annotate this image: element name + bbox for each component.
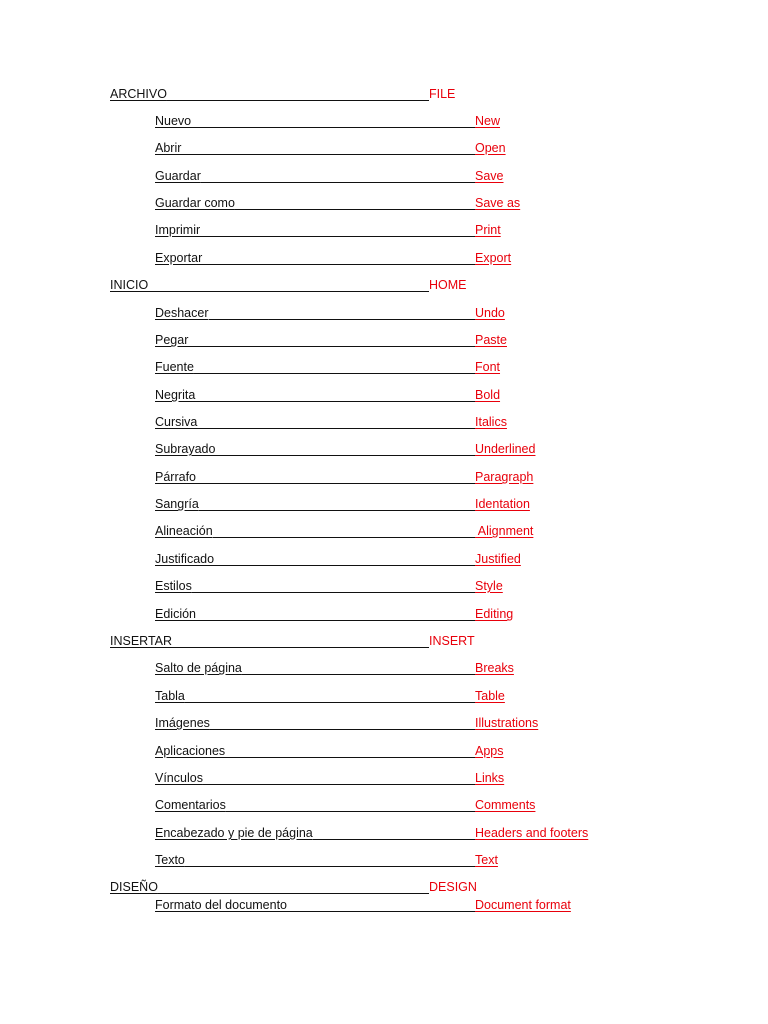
term-row-justified (155, 551, 600, 567)
section-title-en: DESIGN (429, 880, 477, 894)
term-es: Imprimir (155, 223, 201, 237)
term-row-alignment (155, 523, 600, 539)
leader-line (203, 784, 475, 785)
leader-line (181, 154, 475, 155)
term-es: Formato del documento (155, 898, 288, 912)
term-row-illustrations (155, 715, 600, 731)
term-es: Comentarios (155, 798, 226, 812)
section-row-file (110, 86, 600, 102)
leader-line (158, 893, 429, 894)
term-row-style (155, 578, 600, 594)
term-es: Pegar (155, 333, 189, 347)
term-en: Save (475, 169, 504, 183)
leader-line (225, 757, 475, 758)
term-en: Comments (475, 798, 536, 812)
term-row-table (155, 688, 600, 704)
term-es: Imágenes (155, 716, 210, 730)
term-en: Paragraph (475, 470, 534, 484)
leader-line (191, 127, 475, 128)
leader-line (148, 291, 429, 292)
term-row-apps (155, 743, 600, 759)
term-row-paragraph (155, 469, 600, 485)
term-es: Guardar (155, 169, 201, 183)
term-en: Underlined (475, 442, 536, 456)
term-es: Sangría (155, 497, 199, 511)
term-es: Tabla (155, 689, 185, 703)
leader-line (172, 647, 429, 648)
term-row-undo (155, 305, 600, 321)
term-en: Save as (475, 196, 521, 210)
leader-line (199, 510, 475, 511)
leader-line (214, 565, 475, 566)
term-es: Párrafo (155, 470, 196, 484)
term-es: Negrita (155, 388, 196, 402)
section-row-home (110, 277, 600, 293)
leader-line (196, 620, 475, 621)
term-en: Identation (475, 497, 530, 511)
term-es: Edición (155, 607, 196, 621)
term-row-save-as (155, 195, 600, 211)
leader-line (195, 401, 475, 402)
term-row-paste (155, 332, 600, 348)
term-es: Justificado (155, 552, 215, 566)
term-es: Nuevo (155, 114, 192, 128)
term-es: Salto de página (155, 661, 242, 675)
term-row-bold (155, 387, 600, 403)
term-row-export (155, 250, 600, 266)
leader-line (242, 674, 475, 675)
term-row-save (155, 168, 600, 184)
term-row-open (155, 140, 600, 156)
leader-line (197, 428, 475, 429)
term-es: Vínculos (155, 771, 203, 785)
section-row-design (110, 879, 600, 895)
term-row-text (155, 852, 600, 868)
term-en: Justified (475, 552, 521, 566)
term-en: Font (475, 360, 501, 374)
term-es: Exportar (155, 251, 203, 265)
leader-line (209, 319, 475, 320)
term-es: Alineación (155, 524, 213, 538)
leader-line (202, 264, 475, 265)
term-en: Headers and footers (475, 826, 589, 840)
section-row-insert (110, 633, 600, 649)
term-es: Guardar como (155, 196, 235, 210)
term-en: Paste (475, 333, 507, 347)
leader-line (167, 100, 429, 101)
term-es: Texto (155, 853, 185, 867)
leader-line (200, 236, 475, 237)
term-es: Aplicaciones (155, 744, 226, 758)
leader-line (215, 455, 475, 456)
term-en: Text (475, 853, 498, 867)
term-row-underlined (155, 441, 600, 457)
term-en: New (475, 114, 501, 128)
section-title-en: INSERT (429, 634, 475, 648)
leader-line (194, 373, 475, 374)
term-en: Apps (475, 744, 504, 758)
term-row-comments (155, 797, 600, 813)
term-es: Deshacer (155, 306, 209, 320)
term-es: Estilos (155, 579, 192, 593)
term-en: Illustrations (475, 716, 539, 730)
term-en: Document format (475, 898, 571, 912)
term-es: Cursiva (155, 415, 198, 429)
term-en: Print (475, 223, 501, 237)
term-es: Subrayado (155, 442, 216, 456)
term-en: Links (475, 771, 505, 785)
term-en: Italics (475, 415, 507, 429)
leader-line (235, 209, 475, 210)
leader-line (196, 483, 475, 484)
leader-line (287, 911, 475, 912)
term-en: Open (475, 141, 506, 155)
term-es: Fuente (155, 360, 194, 374)
term-row-font (155, 359, 600, 375)
term-row-document-format (155, 897, 600, 913)
term-en: Export (475, 251, 512, 265)
leader-line (213, 537, 475, 538)
term-en: Table (475, 689, 505, 703)
term-row-links (155, 770, 600, 786)
term-es: Abrir (155, 141, 182, 155)
leader-line (313, 839, 475, 840)
leader-line (226, 811, 475, 812)
term-es: Encabezado y pie de página (155, 826, 313, 840)
section-title-es: INSERTAR (110, 634, 173, 648)
section-title-es: INICIO (110, 278, 149, 292)
term-en: Undo (475, 306, 505, 320)
leader-line (201, 182, 475, 183)
term-en: Bold (475, 388, 501, 402)
term-en: Alignment (475, 524, 534, 538)
term-en: Breaks (475, 661, 514, 675)
term-row-editing (155, 606, 600, 622)
leader-line (188, 346, 475, 347)
term-row-identation (155, 496, 600, 512)
section-title-es: ARCHIVO (110, 87, 167, 101)
leader-line (192, 592, 475, 593)
leader-line (210, 729, 475, 730)
section-title-es: DISEÑO (110, 880, 158, 894)
leader-line (185, 866, 475, 867)
section-title-en: FILE (429, 87, 456, 101)
term-row-headers-and-footers (155, 825, 600, 841)
term-row-print (155, 222, 600, 238)
leader-line (185, 702, 475, 703)
term-en: Editing (475, 607, 514, 621)
term-en: Style (475, 579, 503, 593)
section-title-en: HOME (429, 278, 467, 292)
term-row-breaks (155, 660, 600, 676)
term-row-italics (155, 414, 600, 430)
term-row-new (155, 113, 600, 129)
